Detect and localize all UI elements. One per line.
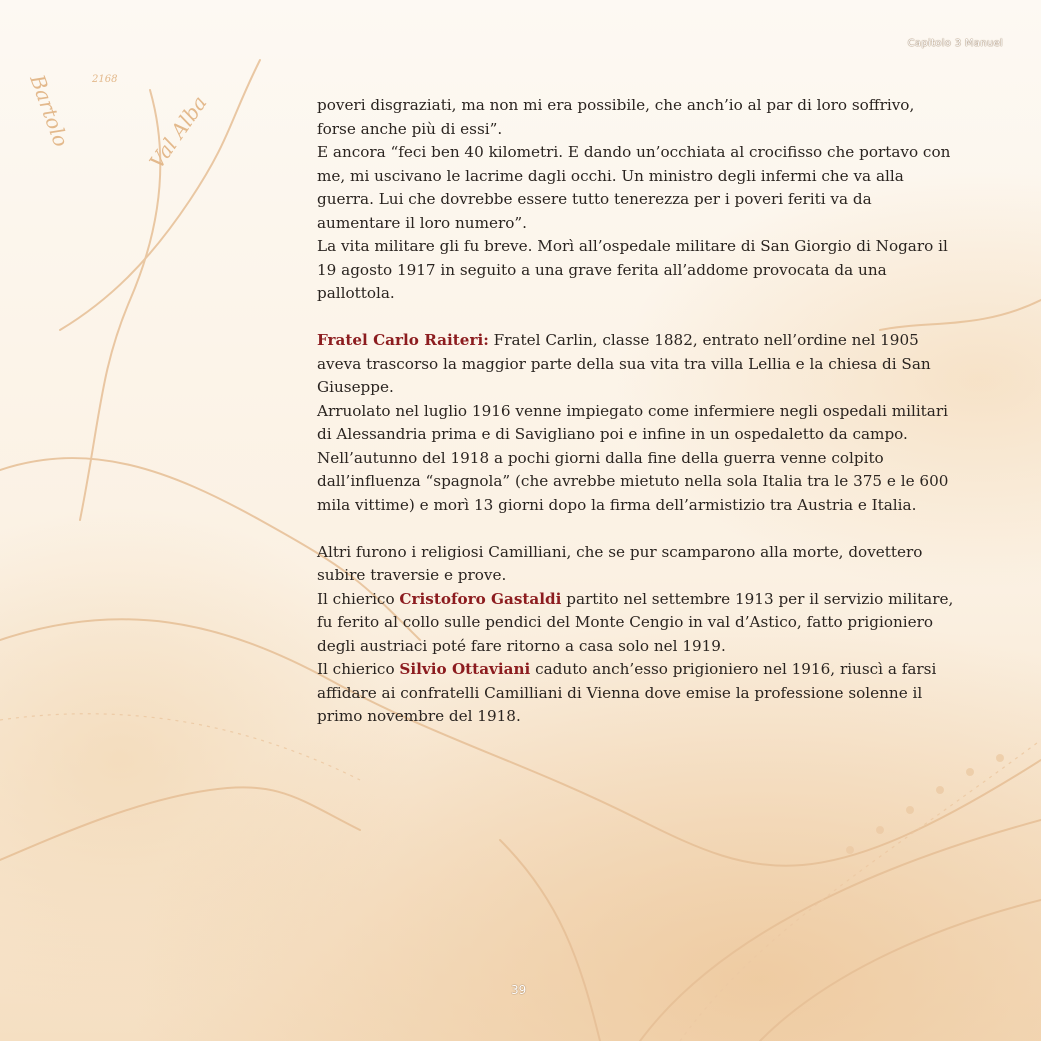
map-road-line xyxy=(680,740,1041,1041)
map-river-line xyxy=(640,820,1041,1041)
body-text xyxy=(317,94,957,729)
page-number: 39 xyxy=(511,983,527,997)
paragraph-gap xyxy=(317,517,957,541)
paragraph-raiteri xyxy=(317,329,957,400)
map-marker xyxy=(996,754,1004,762)
map-marker xyxy=(966,768,974,776)
paragraph: E ancora “feci ben 40 kilometri. E dando un’occhiata al crocifisso che portavo con me, mi uscivano le lacrime dagli occhi. Un ministro degli infermi che va alla guerra. Lui che dovrebbe essere tutto tenerezza per i poveri feriti va da aumentare il loro numero”. xyxy=(317,143,951,232)
map-marker xyxy=(846,846,854,854)
paragraph-text: Il chierico xyxy=(317,660,400,678)
map-marker xyxy=(936,786,944,794)
person-name-ottaviani: Silvio Ottaviani xyxy=(399,660,531,678)
chapter-header: Capitolo 3 Manuel xyxy=(907,38,1003,49)
paragraph: Arruolato nel luglio 1916 venne impiegato come infermiere negli ospedali militari di Alessandria prima e di Savigliano poi e infine in un ospedaletto da campo. Nell’autunno del 1918 a pochi giorni dalla fine della guerra venne colpito dall’influenza “spagnola” (che avrebbe mietuto nella sola Italia tra le 375 e le 600 mila vittime) e morì 13 giorni dopo la firma dell’armistizio tra Austria e Italia. xyxy=(317,401,949,514)
map-label-elevation: 2168 xyxy=(92,74,118,85)
map-river-line xyxy=(500,840,600,1041)
map-river-line xyxy=(760,900,1041,1041)
paragraph-text: Il chierico xyxy=(317,589,400,608)
person-name-raiteri: Fratel Carlo Raiteri: xyxy=(317,331,489,349)
paragraph-gastaldi xyxy=(317,588,957,659)
map-river-line xyxy=(0,787,360,860)
map-road-line xyxy=(0,714,360,780)
map-label-bartolo: Bartolo xyxy=(25,71,74,150)
map-marker xyxy=(906,806,914,814)
paragraph-text: caduto anch’esso prigioniero nel 1916, riuscì a farsi affidare ai confratelli Camilliani di Vienna dove emise la professione solenne il primo novembre del 1918. xyxy=(317,660,937,725)
paragraph-gap xyxy=(317,306,957,330)
paragraph: Altri furono i religiosi Camilliani, che se pur scamparono alla morte, dovettero subire traversie e prove. xyxy=(317,542,923,584)
map-river-line xyxy=(60,60,260,330)
map-marker xyxy=(876,826,884,834)
paragraph-ottaviani xyxy=(317,658,957,729)
person-name-gastaldi: Cristoforo Gastaldi xyxy=(399,589,562,608)
paragraph: La vita militare gli fu breve. Morì all’ospedale militare di San Giorgio di Nogaro il 19 agosto 1917 in seguito a una grave ferita all’addome provocata da una pallottola. xyxy=(317,237,948,302)
paragraph-text: Fratel Carlin, classe 1882, entrato nell’ordine nel 1905 aveva trascorso la maggior parte della sua vita tra villa Lellia e la chiesa di San Giuseppe. xyxy=(317,331,931,396)
paragraph: poveri disgraziati, ma non mi era possibile, che anch’io al par di loro soffrivo, forse anche più di essi”. xyxy=(317,96,915,138)
map-label-val-alba: Val Alba xyxy=(144,91,212,173)
paragraph-text: partito nel settembre 1913 per il servizio militare, fu ferito al collo sulle pendici del Monte Cengio in val d’Astico, fatto prigioniero degli austriaci poté fare ritorno a casa solo nel 1919. xyxy=(317,589,954,655)
